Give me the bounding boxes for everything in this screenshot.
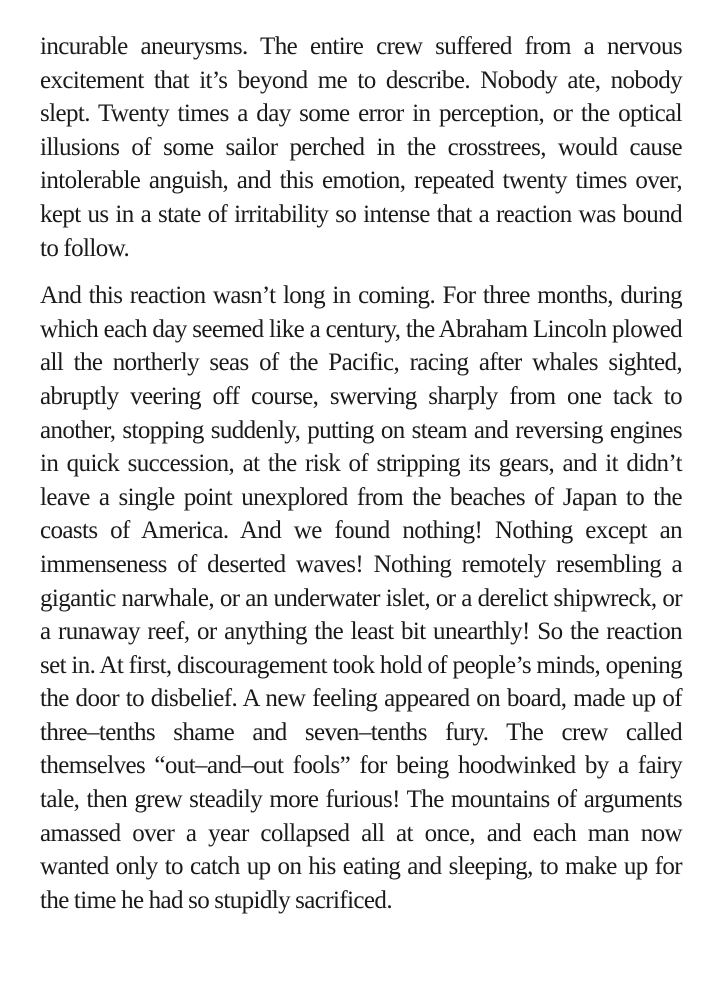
paragraph-crew-excitement: incurable aneurysms. The entire crew suffered from a nervous excitement that it’s beyond me to describe. Nobody ate, nobody slept. Twenty times a day some error in perception, or the optical illusions of some sailor perched in the crosstrees, would cause intolerable anguish, and this emotion, repeated twenty times over, kept us in a state of irritability so intense that a reaction was bound to follow. <box>40 33 682 262</box>
page-text-block <box>40 30 682 917</box>
paragraph-reaction: And this reaction wasn’t long in coming. For three months, during which each day seemed like a century, the Abraham Lincoln plowed all the northerly seas of the Pacific, racing after whales sighted, abruptly veering off course, swerving sharply from one tack to another, stopping suddenly, putting on steam and reversing engines in quick succession, at the risk of stripping its gears, and it didn’t leave a single point unexplored from the beaches of Japan to the coasts of America. And we found nothing! Nothing except an immenseness of deserted waves! Nothing remotely resembling a gigantic narwhale, or an underwater islet, or a derelict shipwreck, or a runaway reef, or anything the least bit unearthly! So the reaction set in. At first, discouragement took hold of people’s minds, opening the door to disbelief. A new feeling appeared on board, made up of three–tenths shame and seven–tenths fury. The crew called themselves “out–and–out fools” for being hoodwinked by a fairy tale, then grew steadily more furious! The mountains of arguments amassed over a year collapsed all at once, and each man now wanted only to catch up on his eating and sleeping, to make up for the time he had so stupidly sacrificed. <box>40 282 682 914</box>
